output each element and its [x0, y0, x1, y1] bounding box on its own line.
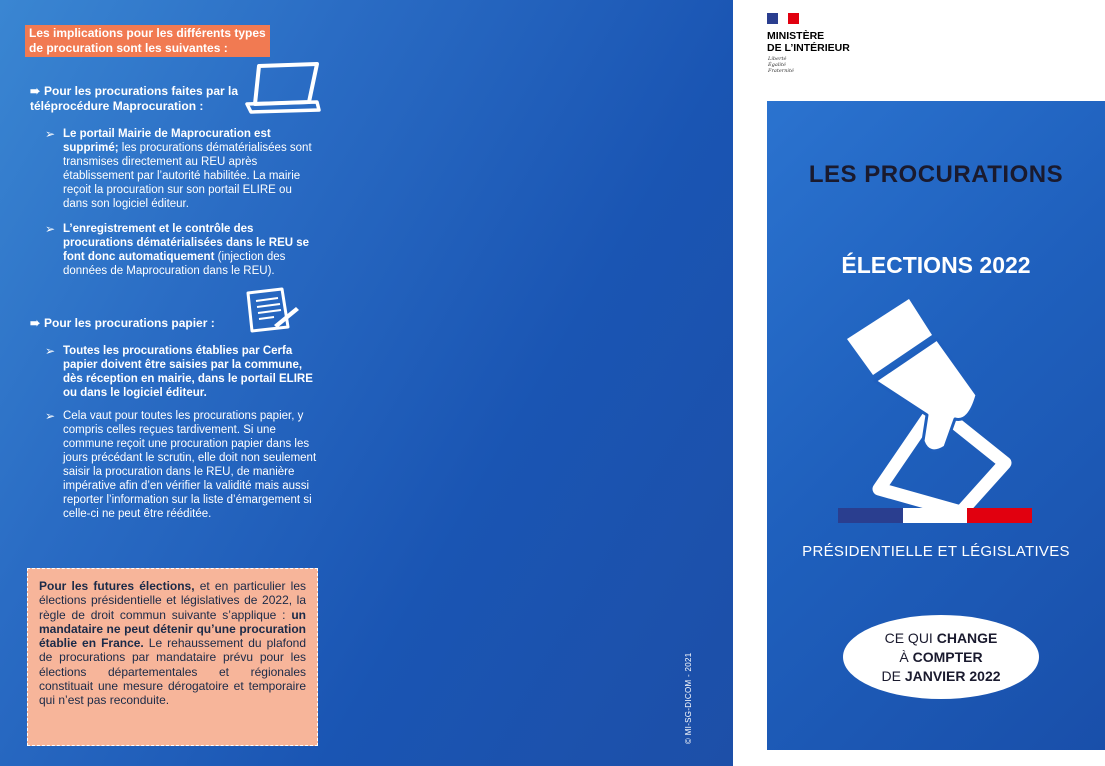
- important-note-box: [27, 568, 318, 746]
- badge-line-1: [885, 629, 998, 648]
- copyright-notice: © MI-SG-DICOM - 2021: [684, 652, 693, 744]
- tricolor-stripe: [838, 508, 1032, 523]
- ministry-line-2: DE L’INTÉRIEUR: [767, 42, 850, 54]
- badge-text: CE QUI: [884, 629, 937, 646]
- list-item: [45, 409, 318, 521]
- ministry-name: [767, 30, 850, 54]
- motto-fraternite: Fraternité: [768, 68, 794, 74]
- laptop-icon: [245, 62, 323, 114]
- badge-line-2: [899, 648, 982, 667]
- cover-tagline: PRÉSIDENTIELLE ET LÉGISLATIVES: [802, 543, 1070, 560]
- ballot-hand-icon: [837, 297, 1037, 512]
- chevron-right-icon: ➢: [45, 222, 56, 236]
- section1-title-text: Pour les procurations faites par la téléprocédure Maprocuration :: [30, 84, 239, 113]
- badge-text: À: [899, 648, 913, 665]
- note-bold-2: un mandataire ne peut détenir qu’une procuration établie en France.: [39, 607, 306, 651]
- badge-bold-text: JANVIER 2022: [904, 667, 1001, 684]
- item-text: Cela vaut pour toutes les procurations papier, y compris celles reçues tardivement. Si une commune reçoit une procuration papier dans les jours précédant le scrutin, elle doit non seulement saisir la procuration dans le REU, de manière impérative afin d’en vérifier la validité mais aussi reporter l’information sur la liste d’émargement si celle-ci ne peut être rééditée.: [63, 410, 317, 520]
- cover-subtitle: ÉLECTIONS 2022: [841, 252, 1031, 278]
- republic-motto: [768, 56, 794, 74]
- note-text-2: Le rehaussement du plafond de procurations par mandataire prévu pour les élections départementales et régionales constituait une mesure dérogatoire et temporaire qui n’est pas reconduite.: [39, 636, 306, 708]
- note-bold-1: Pour les futures élections,: [39, 579, 195, 593]
- section1-title: [30, 84, 245, 114]
- intro-label: Les implications pour les différents types de procuration sont les suivantes :: [25, 25, 270, 57]
- item-bold-text: Toutes les procurations établies par Cerfa papier doivent être saisies par la commune, dès réception en mairie, dans le portail ELIRE ou dans le logiciel éditeur.: [63, 345, 313, 399]
- item-bold-text: Le portail Mairie de Maprocuration est supprimé;: [63, 128, 271, 154]
- arrow-bullet-icon: ➠: [30, 84, 41, 98]
- motto-egalite: Égalité: [768, 62, 786, 68]
- badge-text: DE: [881, 667, 905, 684]
- note-text-1: et en particulier les élections présidentielle et législatives de 2022, la règle de droit commun suivante s’applique :: [39, 579, 306, 622]
- badge-bold-text: COMPTER: [912, 648, 983, 665]
- chevron-right-icon: ➢: [45, 344, 56, 358]
- change-date-badge: [843, 615, 1039, 699]
- item-bold-text: L’enregistrement et le contrôle des procurations dématérialisées dans le REU se font donc automatiquement: [63, 223, 310, 263]
- republic-flag-logo: [767, 13, 799, 24]
- chevron-right-icon: ➢: [45, 127, 56, 141]
- arrow-bullet-icon: ➠: [30, 316, 41, 330]
- motto-liberte: Liberté: [768, 56, 787, 62]
- badge-bold-text: CHANGE: [936, 629, 998, 646]
- section2-title: [30, 316, 230, 331]
- list-item: [45, 127, 318, 211]
- section2-title-text: Pour les procurations papier :: [44, 316, 215, 330]
- item-text: (injection des données de Maprocuration dans le REU).: [63, 251, 286, 277]
- chevron-right-icon: ➢: [45, 409, 56, 423]
- item-text: les procurations dématérialisées sont transmises directement au REU après établissement par l’autorité habilitée. La mairie reçoit la procuration sur son portail ELIRE ou dans son logiciel éditeur.: [63, 142, 312, 210]
- list-item: [45, 222, 321, 278]
- list-item: [45, 344, 321, 400]
- badge-line-3: [881, 667, 1000, 686]
- cover-title: LES PROCURATIONS: [808, 161, 1064, 188]
- form-document-icon: [244, 287, 300, 335]
- ministry-line-1: MINISTÈRE: [767, 30, 825, 42]
